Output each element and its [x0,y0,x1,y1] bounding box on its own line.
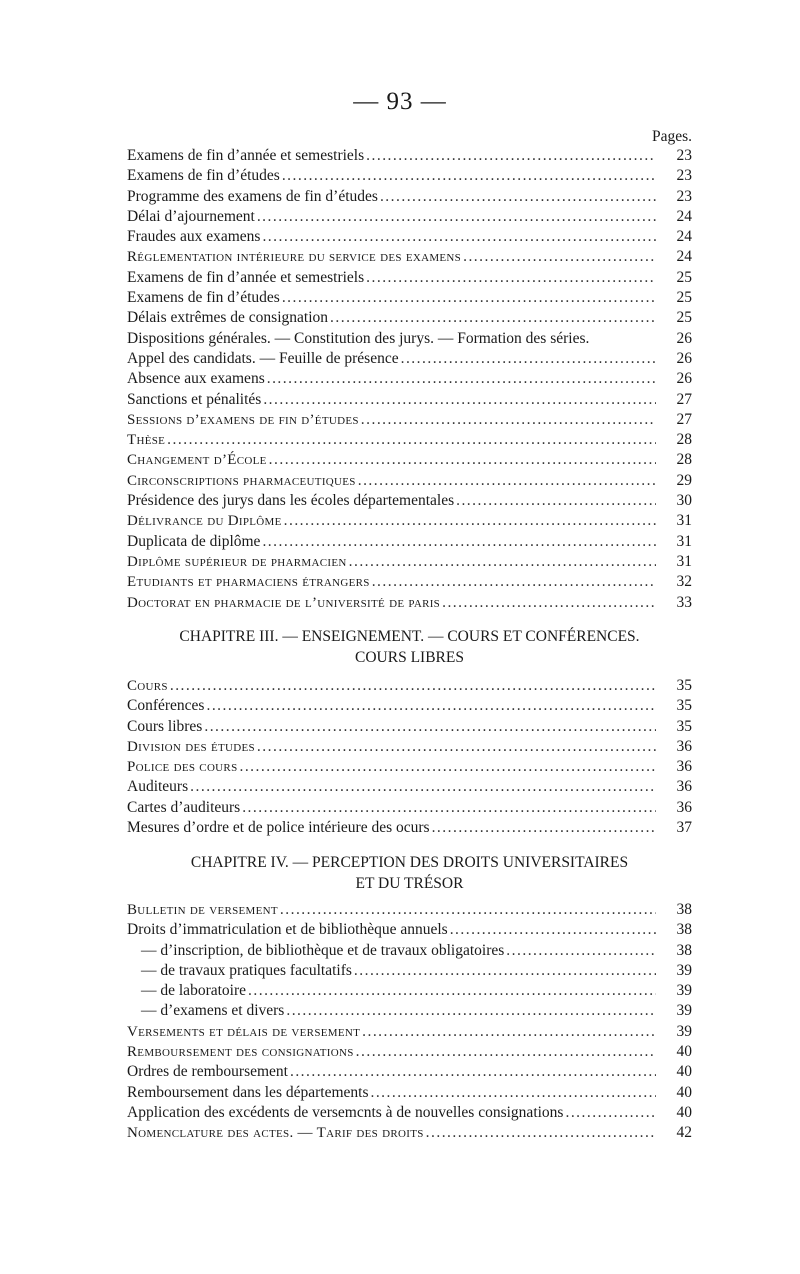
toc-entry-page: 30 [676,492,692,510]
toc-entry-label: Examens de fin d’études [127,289,280,307]
dot-leader [565,1103,656,1123]
toc-entry [127,777,692,797]
toc-entry-label: Délivrance du Diplôme [127,513,282,530]
toc-entry-page: 35 [676,677,692,694]
toc-entry [127,757,692,777]
toc-entry-label: Dispositions générales. — Constitution des jurys. — Formation des séries. [127,329,590,347]
toc-entry-page: 27 [676,410,692,428]
toc-entry [127,207,692,227]
dot-leader [263,390,656,410]
dot-leader [366,268,656,288]
dot-leader [286,1001,656,1021]
dot-leader [349,552,656,572]
toc-entry [127,737,692,757]
toc-entry [127,676,692,696]
toc-entry-page: 28 [676,431,692,449]
toc-entry [127,166,692,186]
dot-leader [204,717,656,737]
toc-entry-label: Division des études [127,738,255,755]
toc-entry [127,1022,692,1042]
toc-entry-page: 33 [676,593,692,611]
toc-entry-page: 24 [676,228,692,246]
toc-entry [127,390,692,410]
dot-leader [290,1062,656,1082]
toc-entry [127,717,692,737]
chapter-3-subtitle: COURS LIBRES [355,649,464,666]
toc-entry-page: 38 [676,921,692,939]
dot-leader [450,920,656,940]
dot-leader [257,737,656,757]
dot-leader [284,511,656,531]
dot-leader [262,532,656,552]
toc-entry-page: 31 [676,512,692,530]
toc-entry-page: 29 [676,471,692,489]
toc-entry-page: 25 [676,268,692,286]
dot-leader [401,349,656,369]
dot-leader [269,450,656,470]
toc-entry-label: — d’inscription, de bibliothèque et de travaux obligatoires [141,941,505,959]
toc-entry-label: Remboursement des consignations [127,1044,354,1061]
toc-entry [127,1123,692,1143]
toc-entry [127,941,692,961]
toc-entry [127,532,692,552]
toc-entry-label: Examens de fin d’année et semestriels [127,268,365,286]
toc-entry-label: Cartes d’auditeurs [127,798,241,816]
toc-entry [127,1001,692,1021]
toc-entry [127,349,692,369]
dot-leader [239,757,656,777]
toc-entry [127,818,692,838]
toc-entry [127,961,692,981]
toc-entry [127,593,692,613]
toc-entry-label: Remboursement dans les départements [127,1083,369,1101]
dot-leader [190,777,656,797]
toc-entry-label: Auditeurs [127,778,189,796]
toc-entry-label: Duplicata de diplôme [127,532,261,550]
dot-leader [372,572,656,592]
toc-entry-label: Application des excédents de versemcnts à de nouvelles consignations [127,1103,564,1121]
toc-entry-page: 23 [676,167,692,185]
toc-entry-page: 36 [676,778,692,796]
toc-entry-page: 36 [676,798,692,816]
toc-entry [127,552,692,572]
toc-entry [127,471,692,491]
dot-leader [463,247,656,267]
toc-entry [127,146,692,166]
toc-entry-label: Sanctions et pénalités [127,390,262,408]
toc-entry [127,920,692,940]
toc-entry-page: 23 [676,187,692,205]
toc-entry-label: Droits d’immatriculation et de bibliothèque annuels [127,921,448,939]
chapter-3-title: CHAPITRE III. — ENSEIGNEMENT. — COURS ET CONFÉRENCES. [179,628,640,645]
toc-entry-page: 32 [676,573,692,591]
dot-leader [456,491,656,511]
dot-leader [506,941,656,961]
toc-entry [127,410,692,430]
toc-entry-page: 26 [676,370,692,388]
chapter-4-title: CHAPITRE IV. — PERCEPTION DES DROITS UNIVERSITAIRES [190,854,629,871]
toc-entry [127,1062,692,1082]
toc-section-examens [127,146,692,613]
chapter-4-subtitle: ET DU TRÉSOR [355,875,464,892]
toc-entry-label: Thèse [127,432,166,449]
toc-entry [127,572,692,592]
toc-entry [127,247,692,267]
toc-entry-label: Programme des examens de fin d’études [127,187,378,205]
toc-entry-page: 39 [676,982,692,1000]
toc-entry-page: 35 [676,697,692,715]
dot-leader [262,227,656,247]
chapter-3-heading [127,626,692,668]
toc-entry-page: 27 [676,390,692,408]
dot-leader [380,187,656,207]
dot-leader [358,471,656,491]
toc-entry-label: Etudiants et pharmaciens étrangers [127,574,370,591]
toc-section-droits [127,900,692,1144]
dot-leader [170,676,656,696]
toc-entry-page: 37 [676,819,692,837]
dot-leader [206,696,656,716]
toc-entry-label: Cours libres [127,717,203,735]
toc-entry-page: 38 [676,941,692,959]
toc-entry-page: 38 [676,901,692,918]
toc-entry [127,450,692,470]
toc-entry-label: — d’examens et divers [141,1002,285,1020]
toc-entry [127,1103,692,1123]
toc-entry [127,981,692,1001]
chapter-4-heading [127,852,692,894]
toc-entry-label: Diplôme supérieur de pharmacien [127,553,347,570]
dot-leader [366,146,656,166]
toc-entry-label: Examens de fin d’année et semestriels [127,147,365,164]
dot-leader [267,369,656,389]
dot-leader [282,166,656,186]
pages-column-header: Pages. [651,128,692,145]
toc-entry [127,288,692,308]
dot-leader [354,961,656,981]
toc-entry-page: 26 [676,329,692,347]
toc-entry-page: 40 [676,1043,692,1061]
dot-leader [257,207,656,227]
dot-leader [426,1123,656,1143]
toc-entry-page: 24 [676,248,692,266]
toc-entry-label: Conférences [127,697,205,715]
toc-entry-label: — de laboratoire [141,982,247,1000]
dot-leader [432,818,656,838]
dot-leader [442,593,656,613]
toc-entry-page: 39 [676,1002,692,1020]
dot-leader [280,900,656,920]
toc-entry [127,491,692,511]
toc-entry-page: 40 [676,1083,692,1101]
toc-entry-label: Ordres de remboursement [127,1063,288,1081]
toc-entry-label: — de travaux pratiques facultatifs [141,961,352,979]
toc-entry [127,268,692,288]
dot-leader [361,410,656,430]
toc-entry-page: 36 [676,758,692,776]
toc-entry-page: 31 [676,532,692,550]
dot-leader [370,1083,656,1103]
dot-leader [242,798,656,818]
toc-entry-label: Nomenclature des actes. — Tarif des droits [127,1125,424,1142]
toc-entry-page: 31 [676,552,692,570]
toc-entry-label: Appel des candidats. — Feuille de présence [127,349,399,367]
toc-entry-label: Police des cours [127,759,238,776]
toc-entry [127,798,692,818]
toc-entry-page: 35 [676,717,692,735]
toc-entry-page: 40 [676,1063,692,1081]
toc-entry-page: 25 [676,309,692,327]
toc-entry-page: 36 [676,737,692,755]
toc-entry [127,227,692,247]
toc-entry-page: 26 [676,349,692,367]
toc-entry-label: Présidence des jurys dans les écoles départementales [127,492,455,510]
toc-entry-label: Doctorat en pharmacie de l’université de paris [127,594,441,611]
toc-entry-label: Versements et délais de versement [127,1023,361,1040]
toc-entry-page: 25 [676,289,692,307]
toc-entry [127,369,692,389]
toc-entry-page: 42 [676,1124,692,1142]
toc-entry-page: 39 [676,1022,692,1040]
toc-entry-label: Fraudes aux examens [127,228,261,246]
toc-entry-label: Cours [127,678,168,694]
toc-entry-label: Bulletin de versement [127,902,278,918]
toc-entry [127,329,692,349]
toc-entry-label: Absence aux examens [127,370,265,388]
dot-leader [356,1042,656,1062]
toc-entry-page: 39 [676,961,692,979]
toc-entry [127,430,692,450]
toc-section-enseignement [127,676,692,838]
dot-leader [362,1022,656,1042]
toc-entry-label: Réglementation intérieure du service des examens [127,249,462,266]
toc-entry-label: Sessions d’examens de fin d’études [127,411,359,428]
toc-entry-label: Délais extrêmes de consignation [127,309,329,327]
page-number: — 93 — [353,88,447,115]
toc-entry-label: Circonscriptions pharmaceutiques [127,472,356,489]
toc-entry [127,900,692,920]
toc-entry [127,1042,692,1062]
toc-entry [127,187,692,207]
toc-entry-page: 28 [676,451,692,469]
toc-entry-label: Délai d’ajournement [127,207,255,225]
toc-entry-label: Examens de fin d’études [127,167,280,185]
toc-entry-page: 40 [676,1103,692,1121]
toc-entry [127,696,692,716]
toc-entry [127,308,692,328]
toc-entry-page: 23 [676,147,692,164]
toc-entry-label: Changement d’École [127,452,267,469]
dot-leader [282,288,656,308]
toc-entry-label: Mesures d’ordre et de police intérieure des ocurs [127,819,430,837]
dot-leader [330,308,656,328]
dot-leader [248,981,656,1001]
toc-entry-page: 24 [676,207,692,225]
dot-leader [167,430,656,450]
toc-entry [127,1083,692,1103]
toc-entry [127,511,692,531]
